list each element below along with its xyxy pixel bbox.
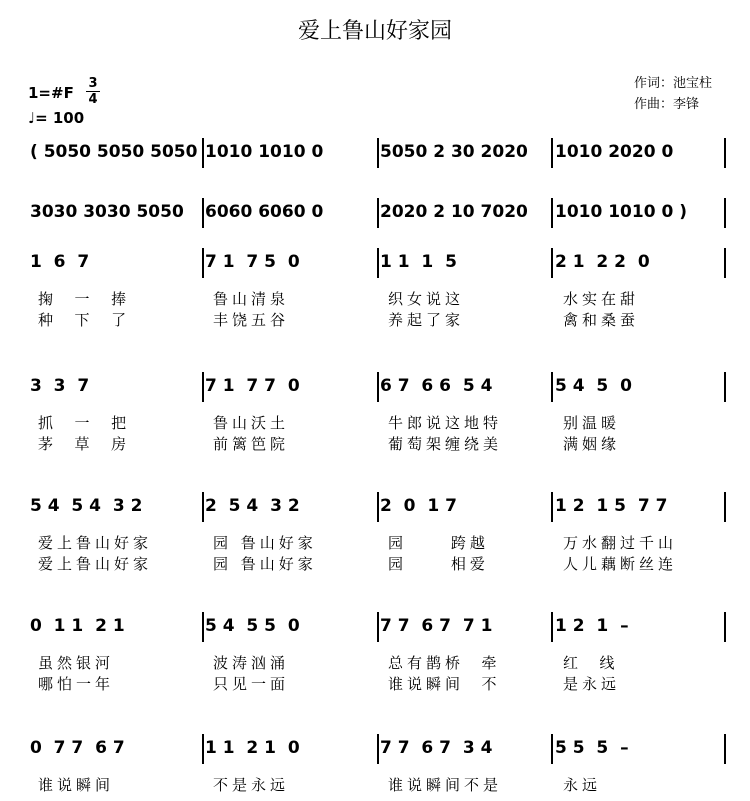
barline: [724, 248, 726, 278]
measure-notes: 5 4 5 0: [555, 376, 632, 396]
lyric-segment: 园 鲁山好家: [213, 534, 317, 552]
barline: [551, 612, 553, 642]
notes-row: [0, 198, 750, 226]
measure-notes: 7 7 6 7 3 4: [380, 738, 493, 758]
barline: [202, 138, 204, 168]
measure-notes: 2 1 2 2 0: [555, 252, 650, 272]
measure-notes: 1 2 1 5 7 7: [555, 496, 668, 516]
measure-notes: 7 1 7 7 0: [205, 376, 300, 396]
lyric-segment: 谁说瞬间: [38, 776, 115, 794]
lyric-segment: 园 鲁山好家: [213, 555, 317, 573]
barline: [202, 198, 204, 228]
measure-notes: 6 7 6 6 5 4: [380, 376, 493, 396]
barline: [202, 734, 204, 764]
measure-notes: 7 7 6 7 7 1: [380, 616, 493, 636]
measure-notes: 1010 1010 0 ): [555, 202, 687, 222]
barline: [724, 492, 726, 522]
lyric-segment: 虽然银河: [38, 654, 115, 672]
barline: [202, 612, 204, 642]
barline: [551, 734, 553, 764]
barline: [377, 734, 379, 764]
lyric-segment: 葡萄架缠绕美: [388, 435, 503, 453]
lyric-segment: 鲁山清泉: [213, 290, 290, 308]
measure-notes: 1010 1010 0: [205, 142, 324, 162]
time-signature-bottom: 4: [88, 92, 98, 107]
measure-notes: 2020 2 10 7020: [380, 202, 528, 222]
measure-notes: 7 1 7 5 0: [205, 252, 300, 272]
notes-row: [0, 612, 750, 640]
measure-notes: 0 1 1 2 1: [30, 616, 125, 636]
measure-notes: 3 3 7: [30, 376, 90, 396]
lyricist-credit: 作词：池宝柱: [634, 76, 713, 91]
notes-row: [0, 248, 750, 276]
lyric-segment: 禽和桑蚕: [563, 311, 640, 329]
lyric-segment: 是永远: [563, 675, 621, 693]
lyric-segment: 园 跨越: [388, 534, 489, 552]
lyric-segment: 红 线: [563, 654, 619, 672]
measure-notes: 3030 3030 5050: [30, 202, 184, 222]
tempo-marking: ♩= 100: [28, 109, 85, 127]
notes-row: [0, 734, 750, 762]
lyric-segment: 掬 一 捧: [38, 290, 131, 308]
measure-notes: 5 4 5 5 0: [205, 616, 300, 636]
lyric-segment: 园 相爱: [388, 555, 489, 573]
barline: [202, 372, 204, 402]
lyric-segment: 满姻缘: [563, 435, 621, 453]
measure-notes: 2 5 4 3 2: [205, 496, 300, 516]
measure-notes: 1 1 2 1 0: [205, 738, 300, 758]
lyric-segment: 永远: [563, 776, 602, 794]
measure-notes: 1010 2020 0: [555, 142, 674, 162]
barline: [724, 612, 726, 642]
barline: [377, 612, 379, 642]
lyric-segment: 水实在甜: [563, 290, 640, 308]
barline: [202, 492, 204, 522]
lyric-segment: 万水翻过千山: [563, 534, 678, 552]
barline: [551, 138, 553, 168]
lyric-segment: 丰饶五谷: [213, 311, 290, 329]
barline: [551, 372, 553, 402]
barline: [551, 492, 553, 522]
measure-notes: 1 2 1 –: [555, 616, 629, 636]
lyric-segment: 不是永远: [213, 776, 290, 794]
barline: [377, 198, 379, 228]
barline: [202, 248, 204, 278]
measure-notes: 0 7 7 6 7: [30, 738, 125, 758]
barline: [551, 248, 553, 278]
measure-notes: ( 5050 5050 5050: [30, 142, 198, 162]
measure-notes: 5050 2 30 2020: [380, 142, 528, 162]
lyric-segment: 前篱笆院: [213, 435, 290, 453]
lyric-segment: 种 下 了: [38, 311, 131, 329]
composer-credit: 作曲：李锋: [634, 97, 700, 112]
lyric-segment: 爱上鲁山好家: [38, 534, 153, 552]
lyric-segment: 牛郎说这地特: [388, 414, 503, 432]
measure-notes: 5 5 5 –: [555, 738, 629, 758]
measure-notes: 1 6 7: [30, 252, 90, 272]
lyric-segment: 爱上鲁山好家: [38, 555, 153, 573]
notes-row: [0, 492, 750, 520]
barline: [377, 138, 379, 168]
lyric-segment: 茅 草 房: [38, 435, 131, 453]
barline: [377, 492, 379, 522]
time-signature-top: 3: [88, 76, 98, 91]
barline: [377, 248, 379, 278]
lyric-segment: 谁说瞬间 不: [388, 675, 501, 693]
barline: [724, 372, 726, 402]
lyric-segment: 鲁山沃土: [213, 414, 290, 432]
measure-notes: 2 0 1 7: [380, 496, 457, 516]
lyric-segment: 只见一面: [213, 675, 290, 693]
song-title: 爱上鲁山好家园: [297, 19, 452, 44]
lyric-segment: 哪怕一年: [38, 675, 115, 693]
time-signature: [86, 76, 100, 107]
barline: [724, 138, 726, 168]
lyric-segment: 谁说瞬间不是: [388, 776, 503, 794]
barline: [724, 198, 726, 228]
barline: [724, 734, 726, 764]
measure-notes: 1 1 1 5: [380, 252, 457, 272]
lyric-segment: 织女说这: [388, 290, 465, 308]
lyric-segment: 养起了家: [388, 311, 465, 329]
measure-notes: 5 4 5 4 3 2: [30, 496, 143, 516]
lyric-segment: 人儿藕断丝连: [563, 555, 678, 573]
notes-row: [0, 138, 750, 166]
barline: [377, 372, 379, 402]
lyric-segment: 波涛汹涌: [213, 654, 290, 672]
notes-row: [0, 372, 750, 400]
key-signature: 1=#F: [28, 84, 74, 102]
lyric-segment: 总有鹊桥 牵: [388, 654, 501, 672]
barline: [551, 198, 553, 228]
lyric-segment: 别温暖: [563, 414, 621, 432]
measure-notes: 6060 6060 0: [205, 202, 324, 222]
lyric-segment: 抓 一 把: [38, 414, 131, 432]
